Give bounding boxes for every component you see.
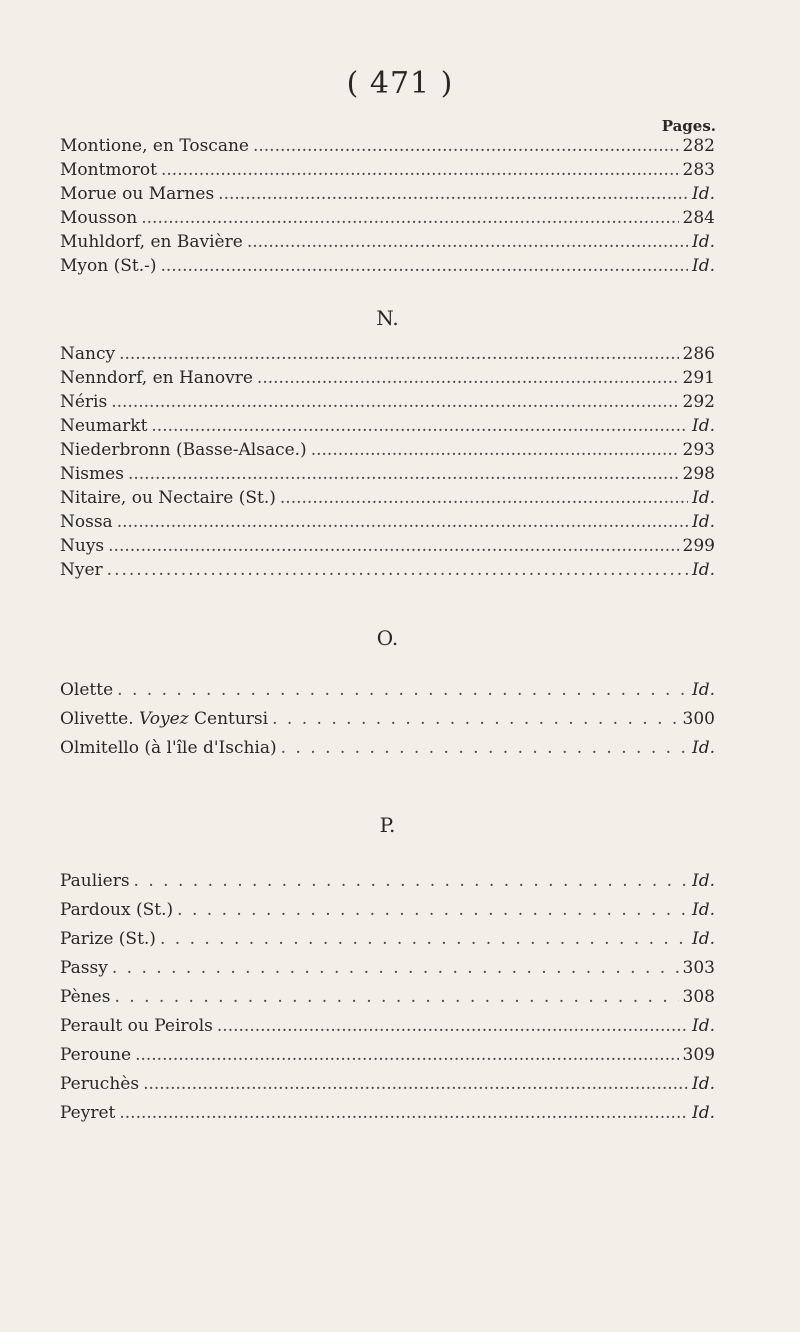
leader-dots [311, 440, 679, 460]
index-entry [60, 136, 715, 160]
entry-page: 298 [682, 464, 715, 484]
leader-dots [135, 1045, 678, 1065]
entry-name: Olette [60, 680, 114, 700]
index-entry [60, 392, 715, 416]
section-n [60, 344, 715, 584]
entry-page: Id. [691, 184, 715, 204]
index-entry [60, 440, 715, 464]
leader-dots [111, 392, 678, 412]
entry-name: Néris [60, 392, 108, 412]
entry-name: Pardoux (St.) [60, 900, 174, 920]
entry-page: 300 [682, 709, 715, 729]
entry-name [60, 709, 268, 729]
entry-page: 282 [682, 136, 715, 156]
index-entry [60, 232, 715, 256]
leader-dots [280, 488, 688, 508]
leader-dots [119, 1103, 688, 1123]
leader-dots [161, 160, 679, 180]
entry-name: Montione, en Toscane [60, 136, 249, 156]
leader-dots [119, 344, 678, 364]
leader-dots [272, 709, 678, 729]
index-entry [60, 184, 715, 208]
entry-name: Pènes [60, 987, 111, 1007]
index-entry [60, 900, 715, 929]
entry-page: Id. [691, 738, 715, 758]
entry-page: Id. [691, 488, 715, 508]
leader-dots [141, 208, 678, 228]
leader-dots [112, 958, 679, 978]
leader-dots [143, 1074, 688, 1094]
entry-page: Id. [691, 416, 715, 436]
index-entry [60, 738, 715, 767]
section-letter-n: N. [376, 306, 399, 330]
index-entry [60, 464, 715, 488]
entry-name: Nossa [60, 512, 113, 532]
leader-dots [134, 871, 688, 891]
entry-name: Niederbronn (Basse-Alsace.) [60, 440, 307, 460]
entry-page: Id. [691, 871, 715, 891]
index-entry [60, 871, 715, 900]
entry-page: Id. [691, 512, 715, 532]
index-entry [60, 160, 715, 184]
entry-name: Morue ou Marnes [60, 184, 215, 204]
entry-page: Id. [691, 929, 715, 949]
entry-page: Id. [691, 560, 715, 580]
entry-page: 308 [682, 987, 715, 1007]
index-entry [60, 958, 715, 987]
entry-name: Myon (St.-) [60, 256, 157, 276]
entry-page: 309 [682, 1045, 715, 1065]
entry-page: 293 [682, 440, 715, 460]
index-entry [60, 680, 715, 709]
entry-page: 299 [682, 536, 715, 556]
entry-name: Nismes [60, 464, 124, 484]
see-reference: Voyez [139, 709, 189, 729]
entry-page: Id. [691, 1016, 715, 1036]
entry-page: 303 [682, 958, 715, 978]
leader-dots [114, 987, 678, 1007]
entry-page: 286 [682, 344, 715, 364]
entry-name: Passy [60, 958, 108, 978]
entry-page: Id. [691, 680, 715, 700]
index-entry [60, 368, 715, 392]
entry-name: Nuys [60, 536, 105, 556]
entry-name: Nyer [60, 560, 103, 580]
entry-page: Id. [691, 232, 715, 252]
index-entry [60, 560, 715, 584]
section-p [60, 871, 715, 1132]
entry-page: Id. [691, 1074, 715, 1094]
leader-dots [128, 464, 679, 484]
entry-name: Pauliers [60, 871, 130, 891]
leader-dots [247, 232, 688, 252]
entry-name: Nitaire, ou Nectaire (St.) [60, 488, 276, 508]
index-entry [60, 488, 715, 512]
index-list [60, 136, 715, 1132]
index-entry [60, 1045, 715, 1074]
index-entry [60, 1016, 715, 1045]
entry-page: 283 [682, 160, 715, 180]
leader-dots [281, 738, 688, 758]
leader-dots [108, 536, 678, 556]
pages-column-label: Pages. [661, 117, 716, 135]
page-number: ( 471 ) [346, 66, 454, 101]
entry-name: Nenndorf, en Hanovre [60, 368, 253, 388]
leader-dots [117, 512, 688, 532]
entry-name: Montmorot [60, 160, 157, 180]
leader-dots [160, 929, 688, 949]
entry-name: Perault ou Peirols [60, 1016, 213, 1036]
leader-dots [151, 416, 688, 436]
entry-name: Neumarkt [60, 416, 148, 436]
entry-page: 291 [682, 368, 715, 388]
section-letter-p: P. [379, 813, 396, 837]
leader-dots [218, 184, 688, 204]
leader-dots [177, 900, 688, 920]
index-entry [60, 344, 715, 368]
index-entry [60, 416, 715, 440]
entry-name: Muhldorf, en Bavière [60, 232, 243, 252]
entry-page: Id. [691, 1103, 715, 1123]
index-entry [60, 256, 715, 280]
entry-page: Id. [691, 256, 715, 276]
index-entry [60, 1103, 715, 1132]
index-entry [60, 709, 715, 738]
index-entry [60, 1074, 715, 1103]
leader-dots [253, 136, 679, 156]
entry-name: Olmitello (à l'île d'Ischia) [60, 738, 277, 758]
entry-name: Peroune [60, 1045, 132, 1065]
index-entry [60, 536, 715, 560]
leader-dots [117, 680, 688, 700]
section-m [60, 136, 715, 280]
section-o [60, 680, 715, 767]
entry-name: Mousson [60, 208, 138, 228]
entry-name: Nancy [60, 344, 116, 364]
entry-name-target: Centursi [194, 709, 269, 729]
entry-name-main: Olivette. [60, 709, 134, 729]
index-entry [60, 512, 715, 536]
leader-dots [161, 256, 688, 276]
entry-name: Peyret [60, 1103, 116, 1123]
entry-page: 292 [682, 392, 715, 412]
section-letter-o: O. [376, 626, 399, 650]
entry-name: Parize (St.) [60, 929, 156, 949]
index-entry [60, 987, 715, 1016]
index-entry [60, 208, 715, 232]
index-entry [60, 929, 715, 958]
leader-dots [107, 560, 688, 580]
leader-dots [257, 368, 679, 388]
entry-name: Peruchès [60, 1074, 140, 1094]
entry-page: 284 [682, 208, 715, 228]
leader-dots [217, 1016, 688, 1036]
entry-page: Id. [691, 900, 715, 920]
